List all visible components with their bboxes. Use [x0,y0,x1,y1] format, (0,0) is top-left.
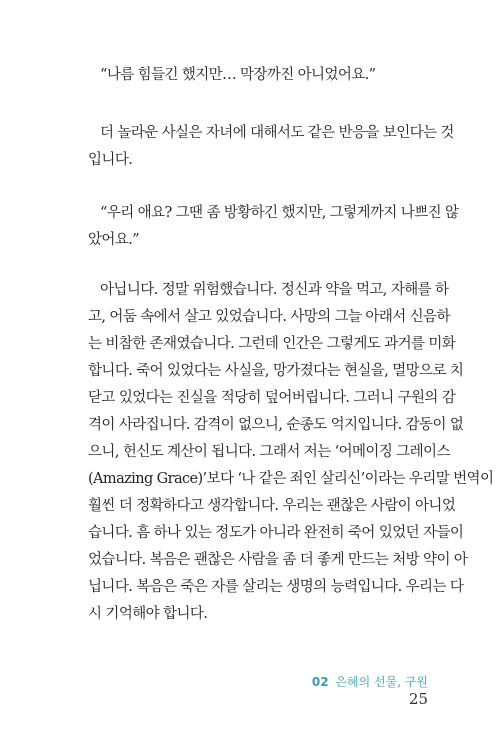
paragraph-quote-1 [88,62,436,89]
text-line: 는 비참한 존재였습니다. 그런데 인간은 그렇게도 과거를 미화 [88,336,456,352]
text-line: 합니다. 죽어 있었다는 사실을, 망가졌다는 현실을, 멸망으로 치 [88,363,464,379]
paragraph-4 [88,277,494,628]
text-line: 격이 사라집니다. 감격이 없으니, 순종도 억지입니다. 감동이 없 [88,417,464,433]
chapter-title: 은혜의 선물, 구원 [335,675,428,689]
page-footer [300,673,428,708]
page-number: 25 [408,690,428,708]
text-line: 었습니다. 복음은 괜찮은 사람을 좀 더 좋게 만드는 처방 약이 아 [88,552,468,568]
text-line: “나름 힘들긴 했지만… 막장까진 아니었어요.” [100,67,376,83]
text-line: 았어요.” [88,232,140,248]
text-line: 닫고 있었다는 진실을 적당히 덮어버립니다. 그러니 구원의 감 [88,390,456,406]
text-line: 시 기억해야 합니다. [88,606,208,622]
text-line: 으니, 헌신도 계산이 됩니다. 그래서 저는 ‘어메이징 그레이스 [88,444,450,460]
text-line: (Amazing Grace)’보다 ‘나 같은 죄인 살리신’이라는 우리말 번역이 [88,471,494,487]
chapter-number: 02 [311,675,329,689]
text-line: 입니다. [88,152,133,168]
text-line: 훨씬 더 정확하다고 생각합니다. 우리는 괜찮은 사람이 아니었 [88,498,456,514]
text-line: 아닙니다. 정말 위험했습니다. 정신과 약을 먹고, 자해를 하 [100,282,449,298]
text-line: 습니다. 흠 하나 있는 정도가 아니라 완전히 죽어 있었던 자들이 [88,525,464,541]
text-line: 더 놀라운 사실은 자녀에 대해서도 같은 반응을 보인다는 것 [100,125,454,141]
text-line: 고, 어둠 속에서 살고 있었습니다. 사망의 그늘 아래서 신음하 [88,309,450,325]
text-line: 닙니다. 복음은 죽은 자를 살리는 생명의 능력입니다. 우리는 다 [88,579,464,595]
paragraph-quote-2 [88,200,459,254]
text-line: “우리 애요? 그땐 좀 방황하긴 했지만, 그렇게까지 나쁘진 않 [100,205,459,221]
paragraph-2 [88,120,454,174]
